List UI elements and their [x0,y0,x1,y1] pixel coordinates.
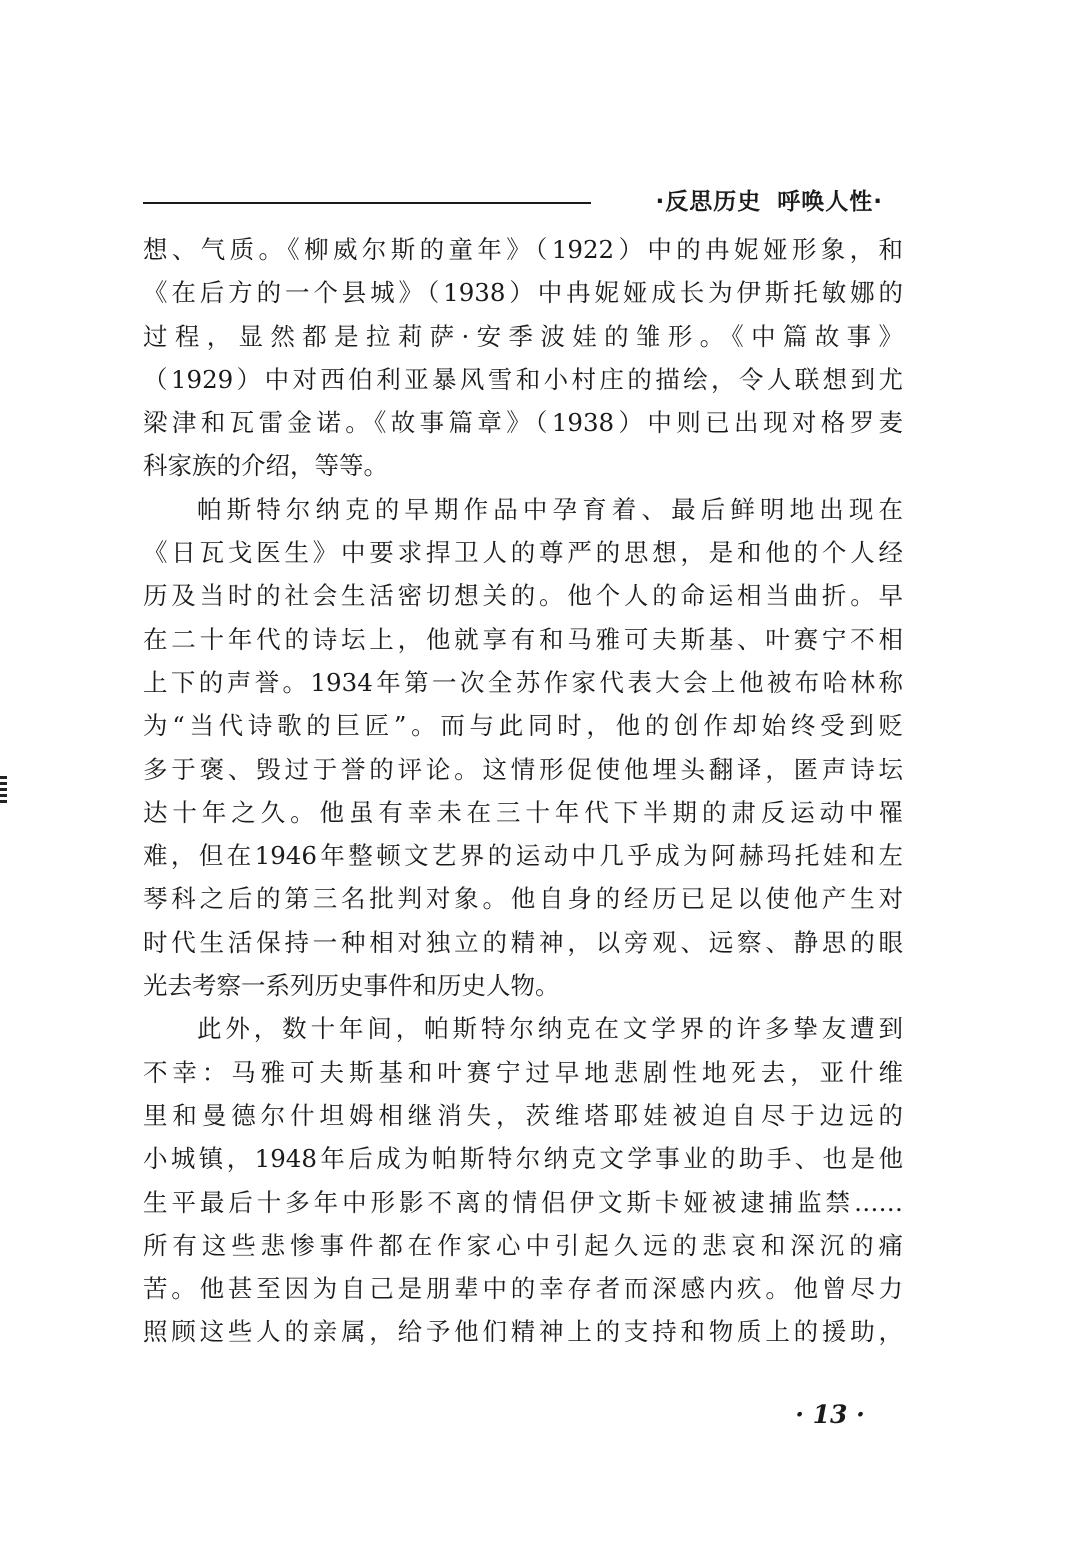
text-line: 不幸：马雅可夫斯基和叶赛宁过早地悲剧性地死去，亚什维 [143,1057,903,1087]
text-line: 琴科之后的第三名批判对象。他自身的经历已足以使他产生对 [143,884,903,914]
header-title-right: 呼唤人性 [777,189,874,215]
header-rule [143,202,591,204]
paragraph-start-line: 此外，数十年间，帕斯特尔纳克在文学界的许多挚友遭到 [197,1014,903,1044]
text-line: 科家族的介绍，等等。 [143,451,388,481]
text-line: 里和曼德尔什坦姆相继消失，茨维塔耶娃被迫自尽于边远的 [143,1100,903,1130]
text-line: 在二十年代的诗坛上，他就享有和马雅可夫斯基、叶赛宁不相 [143,624,903,654]
text-line: 难，但在1946年整顿文艺界的运动中几乎成为阿赫玛托娃和左 [143,841,903,871]
text-line: 时代生活保持一种相对独立的精神，以旁观、远察、静思的眼 [143,927,903,957]
header-title: ·反思历史 呼唤人性· [655,189,883,215]
text-line: 《在后方的一个县城》（1938）中冉妮娅成长为伊斯托敏娜的 [143,278,903,308]
text-line: 达十年之久。他虽有幸未在三十年代下半期的肃反运动中罹 [143,797,903,827]
scan-artifact [0,776,7,806]
text-line: 多于褒、毁过于誉的评论。这情形促使他埋头翻译，匿声诗坛 [143,754,903,784]
text-line: 梁津和瓦雷金诺。《故事篇章》（1938）中则已出现对格罗麦 [143,408,903,438]
text-line: 历及当时的社会生活密切想关的。他个人的命运相当曲折。早 [143,581,903,611]
running-header [143,185,883,219]
text-line: 光去考察一系列历史事件和历史人物。 [143,971,560,1001]
text-line: 照顾这些人的亲属，给予他们精神上的支持和物质上的援助， [143,1317,903,1347]
text-line: 小城镇，1948年后成为帕斯特尔纳克文学事业的助手、也是他 [143,1144,903,1174]
text-line: （1929）中对西伯利亚暴风雪和小村庄的描绘，令人联想到尤 [143,364,903,394]
text-line: 所有这些悲惨事件都在作家心中引起久远的悲哀和深沉的痛 [143,1230,903,1260]
text-line: 想、气质。《柳威尔斯的童年》（1922）中的冉妮娅形象，和 [143,235,903,264]
page-number: · 13 · [795,1400,865,1429]
text-line: 苦。他甚至因为自己是朋辈中的幸存者而深感内疚。他曾尽力 [143,1274,903,1304]
header-title-left: 反思历史 [665,189,762,215]
text-line: 生平最后十多年中形影不离的情侣伊文斯卡娅被逮捕监禁…… [143,1187,903,1217]
text-line: 为“当代诗歌的巨匠”。而与此同时，他的创作却始终受到贬 [143,711,903,741]
text-line: 上下的声誉。1934年第一次全苏作家代表大会上他被布哈林称 [143,667,903,697]
paragraph-start-line: 帕斯特尔纳克的早期作品中孕育着、最后鲜明地出现在 [197,494,903,524]
text-line: 过程，显然都是拉莉萨·安季波娃的雏形。《中篇故事》 [143,321,903,351]
text-line: 《日瓦戈医生》中要求捍卫人的尊严的思想，是和他的个人经 [143,538,903,568]
body-text [143,228,903,1354]
